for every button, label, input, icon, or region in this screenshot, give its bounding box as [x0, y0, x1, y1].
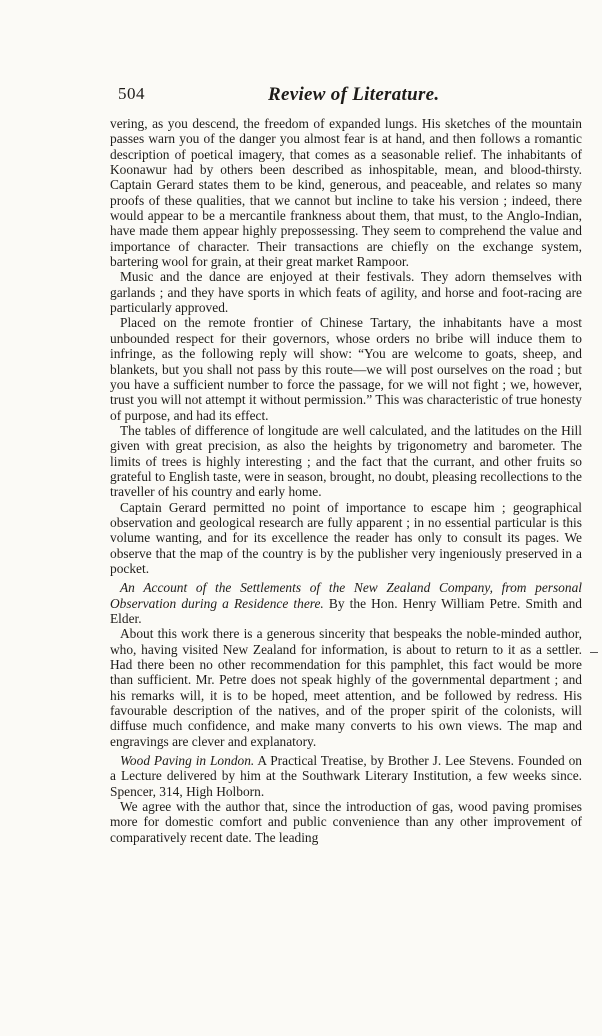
paragraph: vering, as you descend, the freedom of expanded lungs. His sketches of the mountain passes warn you of the danger you almost fear is at hand, and then follows a romantic description of poetical imagery, that comes as a seasonable relief. The inhabitants of Koonawur had by others been described as inhospitable, mean, and blood-thirsty. Captain Gerard states them to be kind, generous, and peaceable, and relates so many proofs of these qualities, that we cannot but incline to take his version ; indeed, there would appear to be a mercantile frankness about them, that must, to the Anglo-Indian, have made them appear highly prepossessing. They seem to comprehend the value and importance of character. Their transactions are chiefly on the exchange system, bartering wool for grain, at their great market Rampoor. [110, 116, 582, 270]
paragraph: About this work there is a generous sincerity that bespeaks the noble-minded author, who, having visited New Zealand for information, is about to return to it as a settler. Had there been no other recommendation for this pamphlet, this fact would be more than sufficient. Mr. Petre does not speak highly of the governmental department ; and his remarks will, it is to be hoped, meet attention, and be followed by redress. His favourable description of the natives, and of the proper spirit of the colonists, will diffuse much confidence, and make many converts to his own views. The map and engravings are clever and explanatory. [110, 626, 582, 749]
review-heading [110, 580, 582, 626]
book-title: Wood Paving in London. [120, 753, 255, 769]
page-header [118, 84, 583, 108]
paragraph: Placed on the remote frontier of Chinese Tartary, the inhabitants have a most unbounded respect for their governors, whose orders no bribe will induce them to infringe, as the following reply will show: “You are welcome to goats, sheep, and blankets, but you shall not pass by this route—we will post ourselves on the road ; but you have a sufficient number to force the passage, for we will not fight ; we, however, trust you will not attempt it without permission.” This was characteristic of true honesty of purpose, and had its effect. [110, 315, 582, 423]
body-text [110, 116, 582, 845]
paragraph: The tables of difference of longitude are well calculated, and the latitudes on the Hill given with great precision, as also the heights by trigonometry and barometer. The limits of trees is highly interesting ; and the fact that the currant, and other fruits so grateful to English taste, were in season, brought, no doubt, pleasing recollections to the traveller of his country and early home. [110, 422, 582, 500]
book-title: An Account of the Settlements of the New Zealand Company, from personal Observation during a Residence there. [110, 580, 582, 611]
margin-mark [590, 652, 598, 653]
paragraph: We agree with the author that, since the introduction of gas, wood paving promises more for domestic comfort and public convenience than any other improvement of comparatively recent date. The leading [110, 799, 582, 845]
paragraph: Captain Gerard permitted no point of importance to escape him ; geographical observation and geological research are fully apparent ; in no essential particular is this volume wanting, and for its excellence the reader has only to consult its pages. We observe that the map of the country is by the publisher very ingeniously preserved in a pocket. [110, 499, 582, 576]
book-citation: By the Hon. Henry William Petre. Smith and Elder. [110, 595, 582, 626]
book-citation: A Practical Treatise, by Brother J. Lee Stevens. Founded on a Lecture delivered by him at the Southwark Literary Institution, a few weeks since. Spencer, 314, High Holborn. [110, 753, 583, 799]
page-number: 504 [118, 84, 145, 103]
running-title: Review of Literature. [268, 84, 440, 105]
paragraph: Music and the dance are enjoyed at their festivals. They adorn themselves with garlands ; and they have sports in which feats of agility, and horse and foot-racing are particularly approved. [110, 269, 582, 316]
review-heading [110, 753, 582, 799]
